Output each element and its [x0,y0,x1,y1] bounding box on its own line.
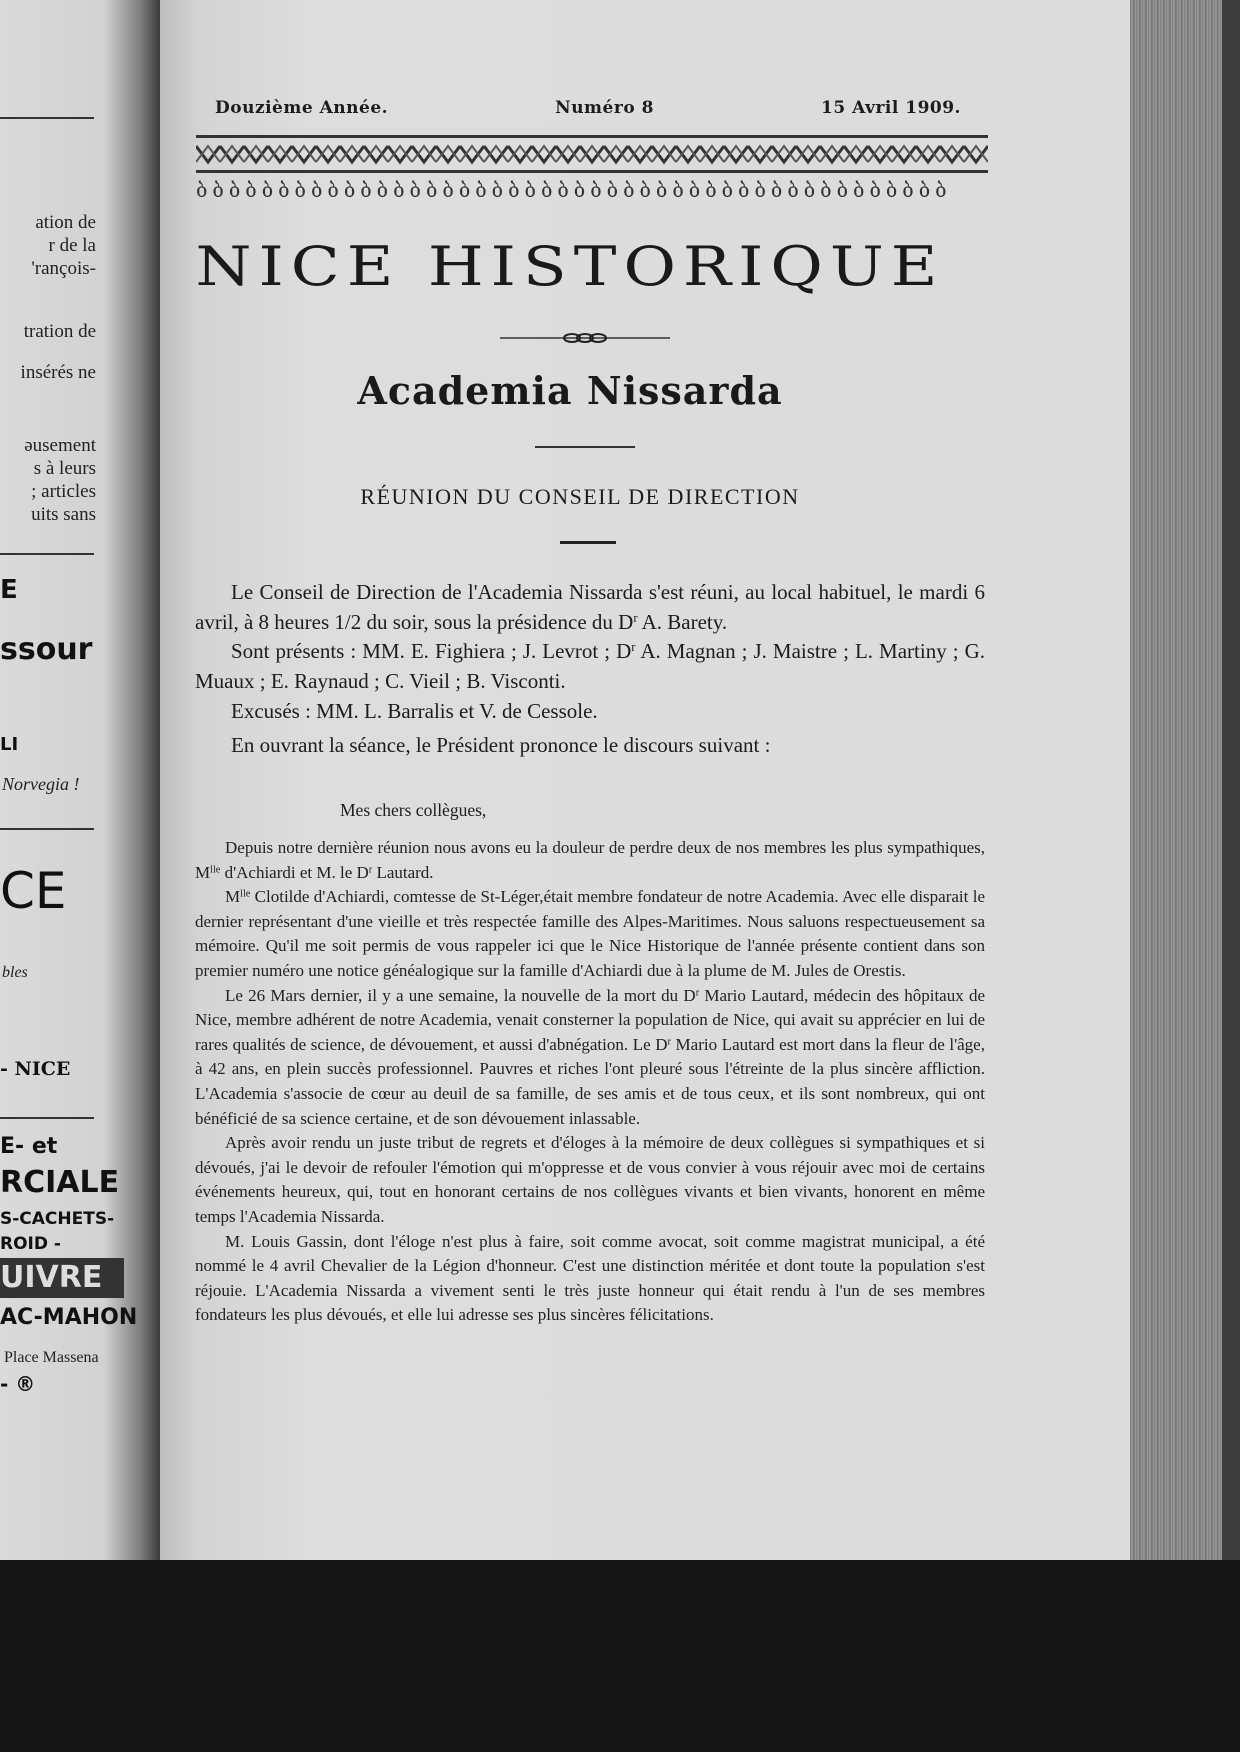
left-page-ad-line: AC-MAHON [0,1305,138,1330]
left-page-rule [0,828,94,830]
left-page-rule [0,553,94,555]
speech-paragraph: M. Louis Gassin, dont l'éloge n'est plus à faire, soit comme avocat, soit comme magistrat municipal, a été nommé le 4 avril Chevalier de la Légion d'honneur. C'est une distinction méritée et dont toute la population s'est réjouie. L'Academia Nissarda a vivement senti le très juste honneur qui était rendu à l'un de ses membres fondateurs les plus dévoués, et elle lui adresse ses plus sincères félicitations. [195,1231,985,1325]
left-page-city: - NICE [0,1058,71,1080]
paragraph: En ouvrant la séance, le Président prononce le discours suivant : [231,732,771,757]
left-page-italic: bles [2,964,28,981]
left-page-line: s à leurs [33,458,96,479]
article-body [195,578,985,760]
left-page-ad-line: Place Massena [4,1349,99,1366]
journal-masthead: NICE HISTORIQUE [195,235,945,299]
left-page-line: r de la [48,235,96,256]
left-page-line: 'rançois- [31,258,96,279]
scanner-background [0,1560,1240,1752]
header-date: 15 Avril 1909. [821,98,961,118]
left-page-line: ation de [35,212,96,233]
ornamental-band [196,135,988,173]
left-page-line: əusement [24,435,96,456]
paragraph: Sont présents : MM. E. Fighiera ; J. Levrot ; $D^r$ A. Magnan ; J. Maistre ; L. Martiny ; G. Muaux ; E. Raynaud ; C. Vieil ; B. Visconti. [195,639,985,693]
heading-rule [560,541,616,544]
left-page-label: LI [0,734,19,755]
left-page-rule [0,1117,94,1119]
left-page-ad-line: - ® [0,1372,36,1396]
page-edges [1130,0,1240,1560]
left-page-line: uits sans [31,504,96,525]
speech-paragraph: Après avoir rendu un juste tribut de regrets et d'éloges à la mémoire de deux collègues si sympathiques et si dévoués, j'ai le devoir de refouler l'émotion qui m'oppresse et de vous convier à vous réjouir avec moi de certains événements heureux, qui, tout en honorant certains de nos collègues vivants et bien vivants, honorent en même temps l'Academia Nissarda. [195,1133,985,1226]
flourish-divider-icon [500,328,670,348]
section-title: Academia Nissarda [357,368,783,413]
running-header [215,98,961,118]
bead-ornament-icon: ბბბბბბბბბბბბბბბბბბბბბბბბბბბბბბბბბბბბბბბბბბბბბბ [196,180,952,202]
header-issue-number: Numéro 8 [555,98,654,118]
left-page-rule [0,117,94,119]
left-page-heading: ssour [0,632,93,667]
title-rule [535,446,635,448]
left-page-italic: Norvegia ! [2,774,80,794]
header-year: Douzième Année. [215,98,389,118]
adjacent-left-page [0,0,160,1560]
speech-paragraph: $M^{lle}$ Clotilde d'Achiardi, comtesse de St-Léger,était membre fondateur de notre Academia. Avec elle disparait le dernier représentant d'une vieille et très respectée famille des Alpes-Maritimes. Nous saluons respectueusement sa mémoire. Qu'il me soit permis de vous rappeler ici que le Nice Historique de l'année présente contient dans son premier numéro une notice généalogique sur la famille d'Achiardi due à la plume de M. Jules de Orestis. [195,887,985,980]
left-page-ad-line: E- et [0,1134,58,1159]
left-page-line: insérés ne [20,362,96,383]
speech-salutation: Mes chers collègues, [340,800,487,820]
zigzag-ornament-icon [196,142,988,166]
speech-paragraph: Le 26 Mars dernier, il y a une semaine, la nouvelle de la mort du $D^r$ Mario Lautard, médecin des hôpitaux de Nice, membre adhérent de notre Academia, venait consterner la population de Nice, qui avait su apprécier en lui de rares qualités de science, de dévouement, et aussi d'abnégation. Le $D^r$ Mario Lautard est mort dans la fleur de l'âge, à 42 ans, en plein succès professionnel. Pauvres et riches l'ont pleuré sous l'étreinte de la plus sincère affliction. L'Academia s'associe de cœur au deuil de sa famille, de ses amis et de tous ceux, et ils sont nombreux, qui ont bénéficié de sa science certaine, et de son dévouement inlassable. [195,985,986,1128]
paragraph: Excusés : MM. L. Barralis et V. de Cessole. [231,699,598,723]
journal-page [160,0,1130,1560]
speech-paragraph: Depuis notre dernière réunion nous avons eu la douleur de perdre deux de nos membres les plus sympathiques, $M^{lle}$ d'Achiardi et M. le $D^r$ Lautard. [195,838,985,882]
left-page-line: tration de [23,321,96,342]
left-page-ad-line: ROID - [0,1234,61,1254]
left-page-line: ; articles [31,481,96,502]
left-page-ad-line: RCIALE [0,1165,120,1200]
left-page-big-letters: CE [0,862,67,920]
left-page-ad-line: UIVRE [0,1258,124,1298]
article-heading: RÉUNION DU CONSEIL DE DIRECTION [360,484,800,509]
left-page-letter: E [0,575,18,605]
speech-body [195,836,985,1328]
left-page-ad-line: S-CACHETS- [0,1209,115,1229]
paragraph: Le Conseil de Direction de l'Academia Nissarda s'est réuni, au local habituel, le mardi 6 avril, à 8 heures 1/2 du soir, sous la présidence du $D^r$ A. Barety. [195,580,985,634]
